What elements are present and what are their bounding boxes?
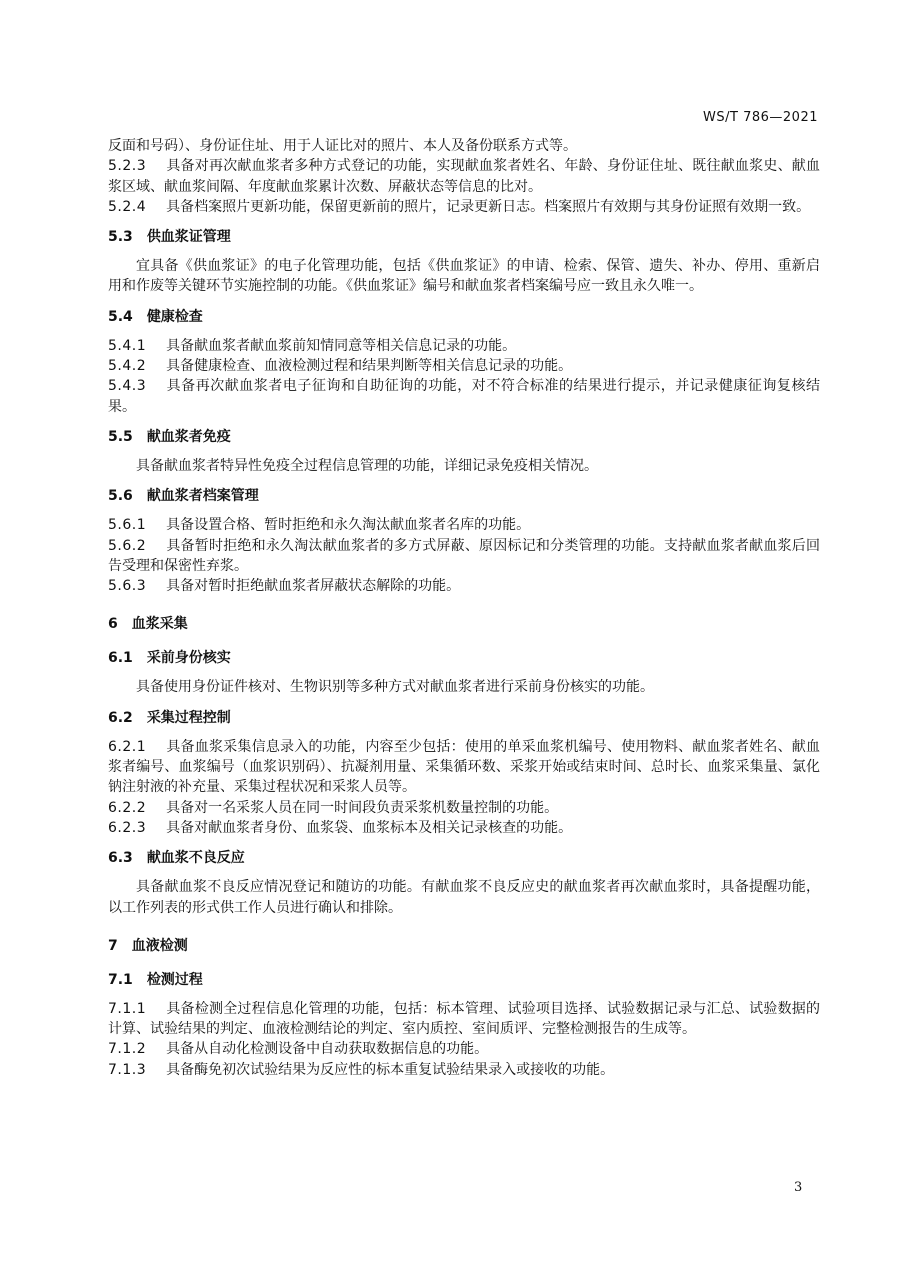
paragraph: 反面和号码）、身份证住址、用于人证比对的照片、本人及备份联系方式等。 [108,138,577,154]
heading-6-2: 6.2 采集过程控制 [108,709,231,726]
clause-5-4-1: 5.4.1 具备献血浆者献血浆前知情同意等相关信息记录的功能。 [108,337,517,354]
heading-5-5: 5.5 献血浆者免疫 [108,428,231,445]
clause-6-2-3: 6.2.3 具备对献血浆者身份、血浆袋、血浆标本及相关记录核查的功能。 [108,819,573,836]
clause-text: 具备档案照片更新功能，保留更新前的照片，记录更新日志。档案照片有效期与其身份证照有效期一致。 [166,198,811,215]
clause-5-2-3 [108,156,820,197]
paragraph: 具备献血浆者特异性免疫全过程信息管理的功能，详细记录免疫相关情况。 [136,457,598,474]
clause-6-2-1: 6.2.1 具备血浆采集信息录入的功能，内容至少包括：使用的单采血浆机编号、使用物料、献血浆者姓名、献血浆者编号、血浆编号（血浆识别码）、抗凝剂用量、采集循环数、采浆开始或结束时间、总时长、血浆采集量、氯化钠注射液的补充量、采集过程状况和采浆人员等。 [108,738,820,796]
heading-5-3: 5.3 供血浆证管理 [108,229,231,246]
paragraph: 具备使用身份证件核对、生物识别等多种方式对献血浆者进行采前身份核实的功能。 [136,679,654,696]
clause-5-6-1: 5.6.1 具备设置合格、暂时拒绝和永久淘汰献血浆者名库的功能。 [108,517,531,534]
clause-number: 5.2.4 [108,198,147,215]
clause-5-4-3: 5.4.3 具备再次献血浆者电子征询和自助征询的功能，对不符合标准的结果进行提示，并记录健康征询复核结果。 [108,378,820,415]
page-number: 3 [794,1180,803,1195]
clause-text: 具备对再次献血浆者多种方式登记的功能，实现献血浆者姓名、年龄、身份证住址、既往献血浆史、献血浆区域、献血浆间隔、年度献血浆累计次数、屏蔽状态等信息的比对。 [108,158,820,195]
heading-6-3: 6.3 献血浆不良反应 [108,850,245,867]
heading-6-1: 6.1 采前身份核实 [108,650,231,667]
document-body [108,136,820,1080]
paragraph: 具备献血浆不良反应情况登记和随访的功能。有献血浆不良反应史的献血浆者再次献血浆时，具备提醒功能，以工作列表的形式供工作人员进行确认和排除。 [108,879,820,916]
clause-5-2-4 [108,197,820,217]
clause-7-1-1: 7.1.1 具备检测全过程信息化管理的功能，包括：标本管理、试验项目选择、试验数据记录与汇总、试验数据的计算、试验结果的判定、血液检测结论的判定、室内质控、室间质评、完整检测报告的生成等。 [108,1000,820,1038]
heading-5-4: 5.4 健康检查 [108,308,203,325]
clause-7-1-2: 7.1.2 具备从自动化检测设备中自动获取数据信息的功能。 [108,1041,489,1058]
clause-5-6-2: 5.6.2 具备暂时拒绝和永久淘汰献血浆者的多方式屏蔽、原因标记和分类管理的功能。支持献血浆者献血浆后回告受理和保密性弃浆。 [108,537,820,574]
heading-7-1: 7.1 检测过程 [108,971,203,988]
clause-number: 5.2.3 [108,158,147,175]
heading-7: 7 血液检测 [108,937,188,954]
clause-6-2-2: 6.2.2 具备对一名采浆人员在同一时间段负责采浆机数量控制的功能。 [108,799,559,816]
standard-code-header: WS/T 786—2021 [703,110,818,125]
clause-7-1-3: 7.1.3 具备酶免初次试验结果为反应性的标本重复试验结果录入或接收的功能。 [108,1061,615,1078]
paragraph: 宜具备《供血浆证》的电子化管理功能，包括《供血浆证》的申请、检索、保管、遗失、补办、停用、重新启用和作废等关键环节实施控制的功能。《供血浆证》编号和献血浆者档案编号应一致且永久唯一。 [108,258,820,295]
clause-5-6-3: 5.6.3 具备对暂时拒绝献血浆者屏蔽状态解除的功能。 [108,578,461,595]
heading-5-6: 5.6 献血浆者档案管理 [108,488,259,505]
clause-5-4-2: 5.4.2 具备健康检查、血液检测过程和结果判断等相关信息记录的功能。 [108,358,573,375]
heading-6: 6 血浆采集 [108,616,188,633]
